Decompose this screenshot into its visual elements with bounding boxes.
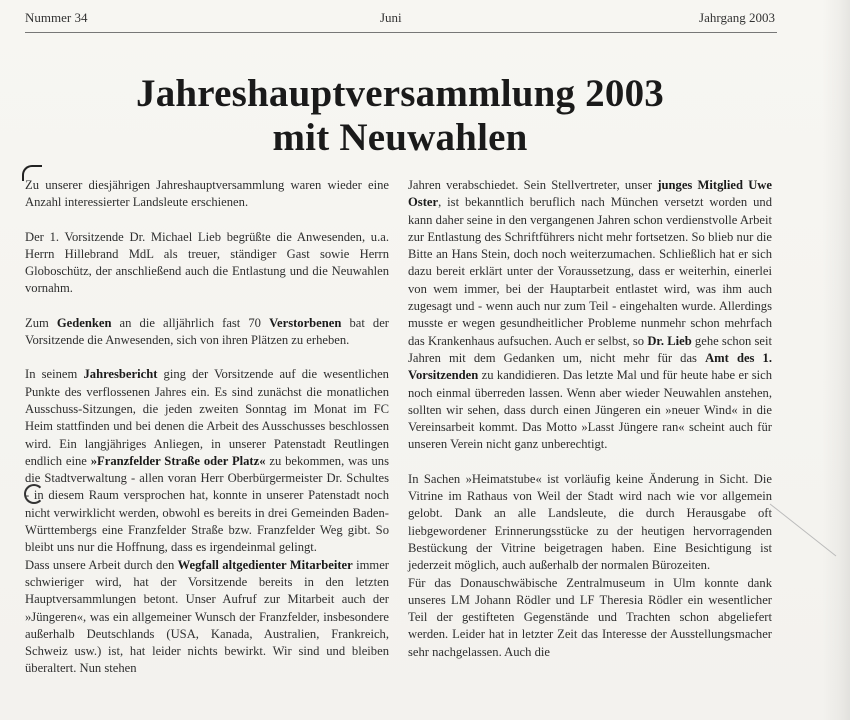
right-column [408,177,772,661]
bold-term: Wegfall altgedienter Mitarbeiter [177,557,353,572]
paragraph-remembrance [25,315,389,350]
article-title [40,72,760,160]
page-edge-shadow [822,0,850,720]
text-span: In seinem [25,367,84,382]
title-line-2: mit Neuwahlen [272,116,528,159]
paragraph-greeting: Der 1. Vorsitzende Dr. Michael Lieb begrüßte die Anwesenden, u.a. Herrn Hillebrand MdL als treuer, ständiger Gast sowie Herrn Globoschütz, der anschließend auch die Entlastung und die Neuwahlen vornahm. [25,229,389,296]
text-span: Zum [25,315,57,330]
bold-term: »Franzfelder Straße oder Platz« [90,453,266,468]
bold-term: junges Mitglied Uwe Oster [408,178,772,210]
paragraph-heimatstube: In Sachen »Heimatstube« ist vorläufig keine Änderung in Sicht. Die Vitrine im Rathaus von Weil der Stadt wird nach wie vor allgemein gelobt. Dank an alle Landsleute, die durch Herausgabe oft liebgewordener Erinnerungsstücke zu der heutigen hervorragenden Bestückung der Vitrine beigetragen haben. Eine Besichtigung ist jederzeit möglich, auch außerhalb der normalen Bürozeiten. [408,471,772,573]
issue-number: Nummer 34 [25,10,88,25]
text-span: Jahren verabschiedet. Sein Stellvertreter, unser [408,178,658,192]
text-span: , ist bekanntlich beruflich nach München versetzt worden und kann daher seine in den vergangenen Jahren schon verdienstvolle Arbeit zur Entlastung des Schriftführers nicht mehr fortsetzen. So blieb nur die Bitte an Hans Stein, doch noch weiterzumachen. Schließlich hat er sich dazu bereit erklärt unter der Voraussetzung, dass er weiterhin, einerlei von wem immer, bei der Hauptarbeit entlastet wird, was ihm auch zugesagt und - wenn auch nur zum Teil - eingehalten wurde. Allerdings musste er wegen gesundheitlicher Probleme nunmehr schon mehrfach das Krankenhaus aufsuchen. Auch er selbst, so [408,195,772,348]
paragraph-intro: Zu unserer diesjährigen Jahreshauptversammlung waren wieder eine Anzahl interessierter Landsleute erschienen. [25,178,389,210]
pencil-scribble [768,500,838,560]
title-line-1: Jahreshauptversammlung 2003 [136,72,664,115]
text-span: an die alljährlich fast 70 [111,315,270,330]
left-column [25,177,389,678]
paragraph-annual-report [25,366,389,556]
volume-year: Jahrgang 2003 [699,10,775,25]
text-span: gehe schon seit Jahren mit dem Gedanken um, nicht mehr für das [408,333,772,365]
text-span: zu bekommen, was uns die Stadtverwaltung - allen voran Herr Oberbürgermeister Dr. Schultes - in diesem Raum versprochen hat, konnte in unserer Patenstadt noch nicht verwirklicht werden, obwohl es bereits in drei Gemeinden Baden-Württembergs eine Franzfelder Straße bzw. Franzfelder Weg gibt. So bleibt uns nur die Hoffnung, dass es irgendeinmal gelingt. [25,453,389,555]
page-header [25,10,775,32]
bold-term: Verstorbenen [269,315,342,330]
text-span: Dass unsere Arbeit durch den [25,557,178,572]
bold-term: Dr. Lieb [647,333,692,348]
header-divider [25,32,777,33]
bold-term: Jahresbericht [83,367,158,382]
bold-term: Amt des 1. Vorsitzenden [408,350,772,383]
issue-month: Juni [380,10,402,25]
text-span: immer schwieriger wird, hat der Vorsitzende bereits in den letzten Hauptversammlungen betont. Unser Aufruf zur Mitarbeit auch der »Jüngeren«, was ein allgemeiner Wunsch der Franzfelder, insbesondere außerhalb Deutschlands (USA, Kanada, Australien, Frankreich, Schweiz usw.) ist, hat leider nichts bewirkt. Wir sind und bleiben überaltert. Nun stehen [25,557,389,676]
paragraph-succession [408,177,772,454]
paragraph-museum: Für das Donauschwäbische Zentralmuseum in Ulm konnte dank unseres LM Johann Rödler und LF Theresia Rödler ein wesentlicher Teil der gestifteten Gegenstände und Trachten schon abgeliefert werden. Leider hat in letzter Zeit das Interesse der Ausstellungsmacher sehr nachgelassen. Auch die [408,575,772,659]
text-span: bat der Vorsitzende die Anwesenden, sich von ihren Plätzen zu erheben. [25,315,390,348]
text-span: ging der Vorsitzende auf die wesentlichen Punkte des verflossenen Jahres ein. Es sind zunächst die monatlichen Ausschuss-Sitzungen, die jeden zweiten Sonntag im Monat im FC Heim stattfinden und bei denen die Arbeit des Ausschusses beschlossen wird. Ein langjähriges Anliegen, in unserer Patenstadt Reutlingen endlich eine [25,367,389,468]
text-span: zu kandidieren. Das letzte Mal und für heute habe er sich noch einmal überreden lassen. Wenn aber wieder Neuwahlen anstehen, sollten wir sehen, dass durch einen Jüngeren ein »neuer Wind« in die Vereinsarbeit kommt. Das Motto »Lasst Jüngere ran« scheint auch für unseren Verein nicht ganz unberechtigt. [408,368,772,452]
bold-term: Gedenken [56,315,112,330]
paragraph-staff-loss [25,557,389,678]
